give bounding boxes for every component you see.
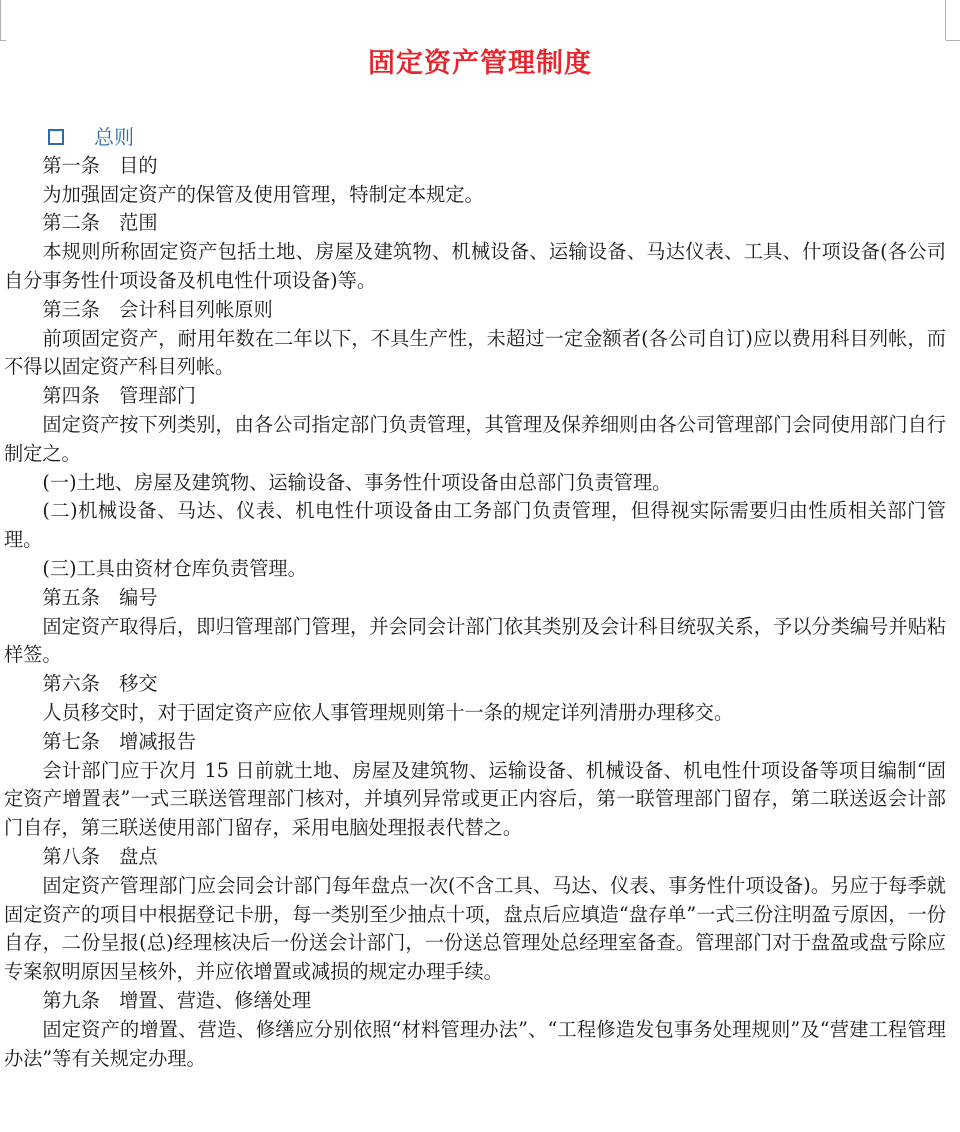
article-7-heading: 第七条 增减报告 <box>42 729 196 753</box>
article-8-body: 固定资产管理部门应会同会计部门每年盘点一次(不含工具、马达、仪表、事务性什项设备)。另应于每季就固定资产的项目中根据登记卡册，每一类别至少抽点十项，盘点后应填造“盘存单”一式三份注明盈亏原因，一份自存，二份呈报(总)经理核决后一份送会计部门，一份送总管理处总经理室备查。管理部门对于盘盈或盘亏除应专案叙明原因呈核外，并应依增置或减损的规定办理手续。 <box>4 873 946 984</box>
article-3-body: 前项固定资产，耐用年数在二年以下，不具生产性，未超过一定金额者(各公司自订)应以费用科目列帐，而不得以固定资产科目列帐。 <box>4 326 946 379</box>
document-body <box>4 123 946 1073</box>
article-1-body: 为加强固定资产的保管及使用管理，特制定本规定。 <box>42 182 484 206</box>
article-6-heading: 第六条 移交 <box>42 672 158 696</box>
article-5-heading: 第五条 编号 <box>42 585 158 609</box>
section-heading <box>4 123 946 152</box>
article-9-body: 固定资产的增置、营造、修缮应分别依照“材料管理办法”、“工程修造发包事务处理规则”及“营建工程管理办法”等有关规定办理。 <box>4 1017 946 1070</box>
document-title: 固定资产管理制度 <box>368 48 592 79</box>
article-8-heading: 第八条 盘点 <box>42 844 158 868</box>
crop-mark-left <box>0 0 1 40</box>
article-2-body: 本规则所称固定资产包括土地、房屋及建筑物、机械设备、运输设备、马达仪表、工具、什项设备(各公司自分事务性什项设备及机电性什项设备)等。 <box>4 240 946 292</box>
crop-mark-right-horizontal <box>946 40 960 41</box>
article-4-heading: 第四条 管理部门 <box>42 384 196 408</box>
article-3-heading: 第三条 会计科目列帐原则 <box>42 297 273 321</box>
article-7-body: 会计部门应于次月 15 日前就土地、房屋及建筑物、运输设备、机械设备、机电性什项设备等项目编制“固定资产增置表”一式三联送管理部门核对，并填列异常或更正内容后，第一联管理部门留存，第二联送返会计部门自存，第三联送使用部门留存，采用电脑处理报表代替之。 <box>4 758 946 840</box>
article-9-heading: 第九条 增置、营造、修缮处理 <box>42 988 312 1012</box>
crop-mark-right <box>945 0 946 40</box>
article-5-body: 固定资产取得后，即归管理部门管理，并会同会计部门依其类别及会计科目统驭关系，予以分类编号并贴粘样签。 <box>4 614 946 667</box>
section-heading-label: 总则 <box>94 125 134 149</box>
article-4-item-1: (一)土地、房屋及建筑物、运输设备、事务性什项设备由总部门负责管理。 <box>42 470 672 494</box>
article-2-heading: 第二条 范围 <box>42 211 158 235</box>
crop-mark-left-horizontal <box>0 40 6 41</box>
checkbox-square-icon <box>48 129 64 145</box>
article-1-heading: 第一条 目的 <box>42 153 158 177</box>
article-4-item-2: (二)机械设备、马达、仪表、机电性什项设备由工务部门负责管理，但得视实际需要归由性质相关部门管理。 <box>4 499 946 552</box>
article-4-item-3: (三)工具由资材仓库负责管理。 <box>42 556 307 580</box>
article-6-body: 人员移交时，对于固定资产应依人事管理规则第十一条的规定详列清册办理移交。 <box>42 700 734 724</box>
article-4-body: 固定资产按下列类别，由各公司指定部门负责管理，其管理及保养细则由各公司管理部门会同使用部门自行制定之。 <box>4 412 946 465</box>
